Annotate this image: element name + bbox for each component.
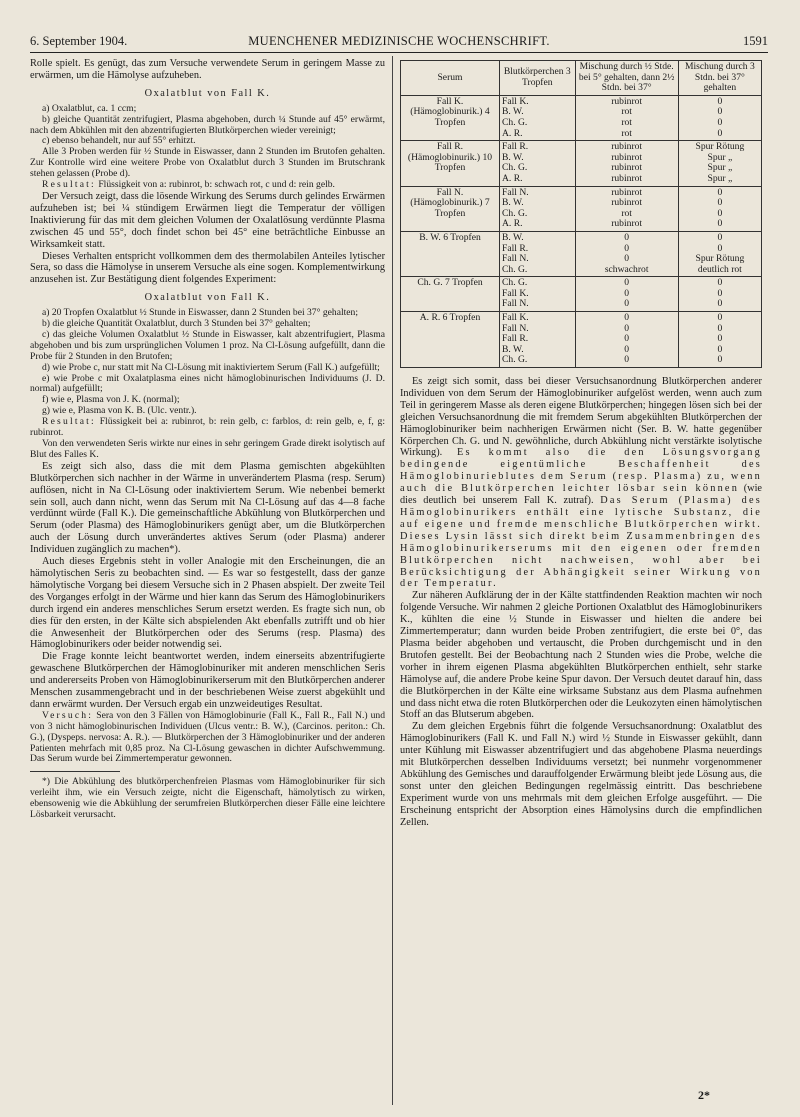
cell-line: Spur Rötung: [695, 253, 745, 265]
cell-line: Fall N.: [502, 322, 529, 334]
cell-line: Spur „: [707, 151, 733, 163]
right-para1-spaced-2: Das Serum (Plasma) des Hämoglobinurikers enthält eine lytische Substanz, die auf eigene und fremde menschliche Blutkörperchen wirkt. Dieses Lysin lässt sich direkt beim Zusammenbringen des Hämoglobinurikerserums mit den eigenen oder fremden Blutkörperchen nicht nachweisen, wohl aber bei Berücksichtigung der Abhängigkeit seiner Wirkung von der Temperatur.: [400, 495, 763, 590]
experiment-heading-1: Oxalatblut von Fall K.: [144, 87, 271, 99]
serum-cell: B. W. 6 Tropfen: [401, 231, 500, 276]
cell-line: Fall R.: [502, 333, 529, 345]
exp2-result-label: Resultat:: [42, 416, 96, 428]
cell-line: A. R.: [502, 218, 523, 230]
cell-line: 0: [717, 322, 723, 334]
paragraph-4: Es zeigt sich also, dass die mit dem Plasma gemischten abgekühlten Blutkörperchen sich nachher in der Wärme in unverändertem Plasma (resp. Serum) auflösen, nicht in Na Cl-Lösung oder inaktiviertem Serum. Wie nebenbei bemerkt sein soll, auch dann nicht, wenn das Serum mit Na Cl-Lösung auf das 4—8 fache verdünnt würde (Fall K.). Die gemeinschaftliche Abkühlung von Blutkörperchen und Serum (oder Plasma) des Hämoglobinurikers genügt aber, um die Blutkörperchen auch der Lösung durch unverändertes aktives Serum (oder Plasma) anderer Individuen zugänglich zu machen*).: [30, 460, 385, 556]
exp2-item-f: f) wie e, Plasma von J. K. (normal);: [42, 394, 180, 406]
mix-cold-warm-cell: [575, 231, 678, 276]
exp3-text: Sera von den 3 Fällen von Hämoglobinurie (Fall K., Fall R., Fall N.) und von 3 nicht hämoglobinurischen Individuen (Ulcus ventr.: B. W.), (Carcinos. periton.: Ch. G.), (Dyspeps. nervosa: A. R.). — Blutkörperchen der 3 Hämoglobinuriker und der anderen Patienten mehrfach mit 0,85 proz. Na Cl-Lösung gewaschen in dichter Aufschwemmung. Das Serum wurde bei Zimmertemperatur gewonnen.: [30, 709, 385, 765]
cell-line: B. W.: [502, 197, 524, 209]
cell-line: 0: [717, 95, 723, 107]
cell-line: 0: [624, 343, 630, 355]
cell-line: Ch. G.: [502, 207, 528, 219]
cell-line: Ch. G.: [502, 116, 528, 128]
cell-line: Ch. G.: [502, 354, 528, 366]
exp2-item-c: c) das gleiche Volumen Oxalatblut ½ Stunde in Eiswasser, kalt abzentrifugiert, Plasma abgehoben und bis zum ursprünglichen Volumen 1 proz. Na Cl-Lösung aufgefüllt, dann die Probe für 2 Stunden in den Brutofen;: [30, 328, 385, 362]
cell-line: 0: [717, 312, 723, 324]
cell-line: Fall R.: [502, 141, 529, 153]
cell-line: B. W.: [502, 343, 524, 355]
cell-line: A. R.: [502, 172, 523, 184]
cell-line: schwachrot: [604, 263, 649, 275]
table-row: [401, 141, 762, 186]
signature-mark: 2*: [698, 1088, 710, 1102]
left-column: [30, 58, 385, 821]
cell-line: Fall K.: [502, 287, 529, 299]
header-mix-warm: Mischung durch 3 Stdn. bei 37° gehalten: [678, 61, 761, 96]
cell-line: rot: [621, 207, 632, 219]
serum-cell: Fall R. (Hämoglobinurik.) 10 Tropfen: [401, 141, 500, 186]
table-header-row: [401, 61, 762, 96]
mix-cold-warm-cell: [575, 141, 678, 186]
cell-line: Fall K.: [502, 95, 529, 107]
serum-cell: Fall N. (Hämoglobinurik.) 7 Tropfen: [401, 186, 500, 231]
table-row: [401, 186, 762, 231]
mix-warm-cell: [678, 141, 761, 186]
cell-line: rubinrot: [611, 95, 643, 107]
cell-line: 0: [624, 354, 630, 366]
cell-line: rubinrot: [611, 218, 643, 230]
exp3-description: [30, 711, 385, 766]
experiment-heading-2: Oxalatblut von Fall K.: [144, 292, 271, 304]
exp2-item-a: a) 20 Tropfen Oxalatblut ½ Stunde in Eiswasser, dann 2 Stunden bei 37° gehalten;: [42, 307, 359, 319]
cell-line: 0: [717, 333, 723, 345]
cell-line: 0: [624, 242, 630, 254]
cell-line: deutlich rot: [697, 263, 742, 275]
exp2-item-d: d) wie Probe c, nur statt mit Na Cl-Lösung mit inaktiviertem Serum (Fall K.) aufgefüllt;: [42, 361, 380, 373]
mix-cold-warm-cell: [575, 95, 678, 140]
journal-title: MUENCHENER MEDIZINISCHE WOCHENSCHRIFT.: [248, 34, 550, 48]
table-row: [401, 231, 762, 276]
cell-line: Fall R.: [502, 242, 529, 254]
right-para1-tail: (wie dies deutlich bei unserem Fall K. zutraf).: [400, 483, 762, 507]
header-mix-cold-warm: Mischung durch ½ Stde. bei 5° gehalten, dann 2½ Stdn. bei 37°: [575, 61, 678, 96]
issue-date: 6. September 1904.: [30, 34, 128, 48]
cell-line: B. W.: [502, 106, 524, 118]
cell-line: 0: [717, 186, 723, 198]
cell-line: 0: [624, 287, 630, 299]
right-paragraph-2: Zur näheren Aufklärung der in der Kälte stattfindenden Reaktion machten wir noch folgende Versuche. Wir nahmen 2 gleiche Portionen Oxalatblut des Hämoglobinurikers K., kühlten die eine ½ Stunde in Eiswasser und hielten die andere bei Zimmertemperatur; dann wurden beide Proben zentrifugiert, die erste bei 0°, das Plasma beider abgehoben und vertauscht, die Proben durchgemischt und in den Brutofen gestellt. Bei der Beobachtung nach 2 Stunden wies die Probe, welche die vorher in ihrem eigenen Plasma abgekühlten Blutkörperchen enthielt, sehr starke Hämolyse auf, die andere Probe keine Spur davon. Der Versuch deutet darauf hin, dass die Blutkörperchen in der Kälte eine wirksame Substanz aus dem Plasma aufnehmen und dass nicht etwa die roten Blutkörperchen oder die Leukozyten einen hämolytischen Stoff an das Blutserum abgeben.: [400, 590, 762, 721]
cell-line: rubinrot: [611, 141, 643, 153]
cell-line: A. R.: [502, 127, 523, 139]
exp1-result-label: Resultat:: [42, 179, 96, 191]
right-para1-text: Es zeigt sich somit, dass bei dieser Versuchsanordnung Blutkörperchen anderer Individuen von dem Serum der Hämoglobinuriker aufgelöst werden, wenn auch zum Teil in geringerem Masse als deren eigene Blutkörperchen; hingegen lösen sich bei der gleichen Versuchsanordnung die mit fremdem Serum abgekühlten Blutkörperchen der Hämoglobinuriker beim nachherigen Erwärmen nicht (Ser. B. W. hatte gegenüber Körperchen Ch. G. und N. gewöhnliche, durch Abkühlung nicht verstärkte isolytische Wirkung).: [400, 376, 762, 459]
cell-line: Fall N.: [502, 298, 529, 310]
mix-cold-warm-cell: [575, 312, 678, 368]
cell-line: Spur Rötung: [695, 141, 745, 153]
paragraph-3: Von den verwendeten Seris wirkte nur eines in sehr geringem Grade direkt isolytisch auf Blut des Falles K.: [30, 438, 385, 460]
blood-cells-cell: [500, 312, 576, 368]
header-blood-cells: Blutkörperchen 3 Tropfen: [500, 61, 576, 96]
exp1-procedure: Alle 3 Proben werden für ½ Stunde in Eiswasser, dann 2 Stunden im Brutofen gehalten. Zur Kontrolle wird eine weitere Probe von Oxalatblut durch 3 Stunden im Brutschrank stehen gelassen (Probe d).: [30, 146, 385, 180]
blood-cells-cell: [500, 141, 576, 186]
exp2-result-text: Flüssigkeit bei a: rubinrot, b: rein gelb, c: farblos, d: rein gelb, e, f, g: rubinrot.: [30, 416, 386, 439]
right-paragraph-1: [400, 376, 762, 590]
cell-line: 0: [624, 298, 630, 310]
serum-cell: A. R. 6 Tropfen: [401, 312, 500, 368]
blood-cells-cell: [500, 186, 576, 231]
mix-cold-warm-cell: [575, 277, 678, 312]
cell-line: 0: [624, 322, 630, 334]
cell-line: Ch. G.: [502, 263, 528, 275]
cell-line: rubinrot: [611, 162, 643, 174]
cell-line: 0: [717, 277, 723, 289]
header-serum: Serum: [401, 61, 500, 96]
exp2-item-g: g) wie e, Plasma von K. B. (Ulc. ventr.).: [42, 405, 197, 417]
exp2-item-e: e) wie Probe c mit Oxalatplasma eines nicht hämoglobinurischen Individuums (J. D. normal) aufgefüllt;: [30, 372, 385, 395]
table-row: [401, 277, 762, 312]
paragraph-6: Die Frage konnte leicht beantwortet werden, indem einerseits abzentrifugierte gewaschene Blutkörperchen der Hämoglobinuriker mit anderen menschlichen Seris und andererseits Proben von Hämoglobinurikerserum mit den Blutkörperchen anderer Menschen zusammengebracht und in der beschriebenen Weise zuerst abgekühlt und dann erwärmt wurden. Der Versuch ergab ein unzweideutiges Resultat.: [30, 651, 385, 710]
blood-cells-cell: [500, 231, 576, 276]
cell-line: 0: [717, 197, 723, 209]
footnote: *) Die Abkühlung des blutkörperchenfreien Plasmas vom Hämoglobinuriker für sich verleiht ihm, wie ein Versuch zeigte, nicht die Eigenschaft, hämolytisch zu wirken, ebensowenig wie die Abkühlung der serumfreien Blutkörperchen dieser Fälle eine leichtere Lösbarkeit verursacht.: [30, 776, 385, 821]
cell-line: rot: [621, 127, 632, 139]
cell-line: rot: [621, 106, 632, 118]
column-divider: [392, 56, 393, 1105]
header-rule: [30, 52, 768, 53]
cell-line: 0: [717, 287, 723, 299]
running-header: [30, 34, 768, 50]
cell-line: 0: [717, 218, 723, 230]
cell-line: 0: [717, 242, 723, 254]
cell-line: Spur „: [707, 172, 733, 184]
page-number: 1591: [743, 34, 768, 48]
cell-line: 0: [624, 253, 630, 265]
table-body: [401, 95, 762, 367]
serum-cell: Ch. G. 7 Tropfen: [401, 277, 500, 312]
exp2-item-b: b) die gleiche Quantität Oxalatblut, durch 3 Stunden bei 37° gehalten;: [42, 318, 311, 330]
cell-line: 0: [717, 106, 723, 118]
cell-line: 0: [717, 298, 723, 310]
cell-line: rubinrot: [611, 197, 643, 209]
exp1-item-c: c) ebenso behandelt, nur auf 55° erhitzt.: [42, 135, 196, 147]
table-row: [401, 95, 762, 140]
mix-warm-cell: [678, 95, 761, 140]
cell-line: 0: [624, 333, 630, 345]
paragraph-1: Der Versuch zeigt, dass die lösende Wirkung des Serums durch gelindes Erwärmen aufzuheben ist; bei ¼ stündigem Erwärmen liegt die Temperatur der völligen Inaktivierung für das mit dem gleichen Volumen der Oxalatlösung verdünnte Plasma zwischen 45 und 55°, doch findet schon bei 45° eine beträchtliche Einbusse an Wirksamkeit statt.: [30, 190, 385, 250]
serum-cell: Fall K. (Hämoglobinurik.) 4 Tropfen: [401, 95, 500, 140]
cell-line: Fall N.: [502, 253, 529, 265]
blood-cells-cell: [500, 277, 576, 312]
mix-warm-cell: [678, 231, 761, 276]
cell-line: rubinrot: [611, 172, 643, 184]
exp1-item-b: b) gleiche Quantität zentrifugiert, Plasma abgehoben, durch ¼ Stunde auf 45° erwärmt, nach dem Abkühlen mit den abzentrifugierten Blutkörperchen wieder vereinigt;: [30, 113, 385, 136]
table-row: [401, 312, 762, 368]
right-column: [400, 60, 762, 828]
blood-cells-cell: [500, 95, 576, 140]
paragraph-5: Auch dieses Ergebnis steht in voller Analogie mit den Erscheinungen, die an hämolytischen Seris zu beobachten sind. — Es war so festgestellt, dass der ganze hämolytische Vorgang bei diesem Versuche sich in 2 Phasen abspielt. Der zweite Teil des Vorganges erfolgt in der Wärme und hier kann das Serum des Hämoglobinurikers durch irgend ein anderes menschliches Serum ersetzt werden. Es fragte sich nun, ob dies für den ersten, in der Kälte sich abspielenden Akt ebenfalls zutrifft und ob hier die Anwesenheit der Blutkörperchen oder des Serums (resp. Plasma) des Hämoglobinurikers oder beider notwendig sei.: [30, 556, 385, 651]
cell-line: 0: [717, 343, 723, 355]
cell-line: 0: [717, 231, 723, 243]
cell-line: Fall K.: [502, 312, 529, 324]
cell-line: Ch. G.: [502, 277, 528, 289]
exp1-result: [30, 180, 385, 191]
cell-line: Fall N.: [502, 186, 529, 198]
cell-line: 0: [717, 116, 723, 128]
cell-line: rubinrot: [611, 151, 643, 163]
cell-line: 0: [717, 354, 723, 366]
cell-line: 0: [624, 312, 630, 324]
right-para1-spaced: Es kommt also die den Lösungsvorgang bedingende eigentümliche Beschaffenheit des Hämoglobinurieblutes dem Serum (resp. Plasma) zu, wenn auch die Blutkörperchen leichter lösbar sein können: [400, 447, 763, 495]
cell-line: 0: [624, 231, 630, 243]
results-table: [400, 60, 762, 368]
exp3-label: Versuch:: [42, 709, 94, 721]
exp1-result-text: Flüssigkeit von a: rubinrot, b: schwach rot, c und d: rein gelb.: [98, 179, 335, 191]
cell-line: rubinrot: [611, 186, 643, 198]
mix-warm-cell: [678, 312, 761, 368]
intro-paragraph: Rolle spielt. Es genügt, das zum Versuche verwendete Serum in geringem Masse zu erwärmen, um die Hämolyse aufzuheben.: [30, 58, 385, 81]
exp1-item-a: a) Oxalatblut, ca. 1 ccm;: [42, 102, 137, 114]
exp2-result: [30, 417, 385, 439]
mix-warm-cell: [678, 186, 761, 231]
cell-line: Ch. G.: [502, 162, 528, 174]
cell-line: B. W.: [502, 151, 524, 163]
cell-line: rot: [621, 116, 632, 128]
cell-line: 0: [717, 127, 723, 139]
cell-line: 0: [717, 207, 723, 219]
cell-line: B. W.: [502, 231, 524, 243]
cell-line: 0: [624, 277, 630, 289]
paragraph-2: Dieses Verhalten entspricht vollkommen dem des thermolabilen Anteiles lytischer Sera, so dass die Hämolyse in unserem Versuche als eine sogen. Komplementwirkung anzusehen ist. Zur Bestätigung dient folgendes Experiment:: [30, 250, 385, 286]
cell-line: Spur „: [707, 162, 733, 174]
mix-cold-warm-cell: [575, 186, 678, 231]
mix-warm-cell: [678, 277, 761, 312]
right-paragraph-3: Zu dem gleichen Ergebnis führt die folgende Versuchsanordnung: Oxalatblut des Hämoglobinurikers (Fall K. und Fall N.) wird ½ Stunde in Eiswasser gekühlt, dann unter Kühlung mit Eiswasser abzentrifugiert und das abgehobene Plasma neuerdings mit Blutkörperchen desselben Individuums versetzt; bei nunmehr vorgenommener Abkühlung des Gemisches und darauffolgender Erwärmung bleibt jede Lösung aus, die sonst unter den gleichen Bedingungen regelmässig eintritt. Das beschriebene Experiment wurde von uns mehrmals mit dem gleichen Erfolge ausgeführt. — Die Erscheinung entspricht der Absorption eines Hämolysins durch die empfindlichen Zellen.: [400, 721, 762, 828]
footnote-rule: [30, 771, 120, 772]
